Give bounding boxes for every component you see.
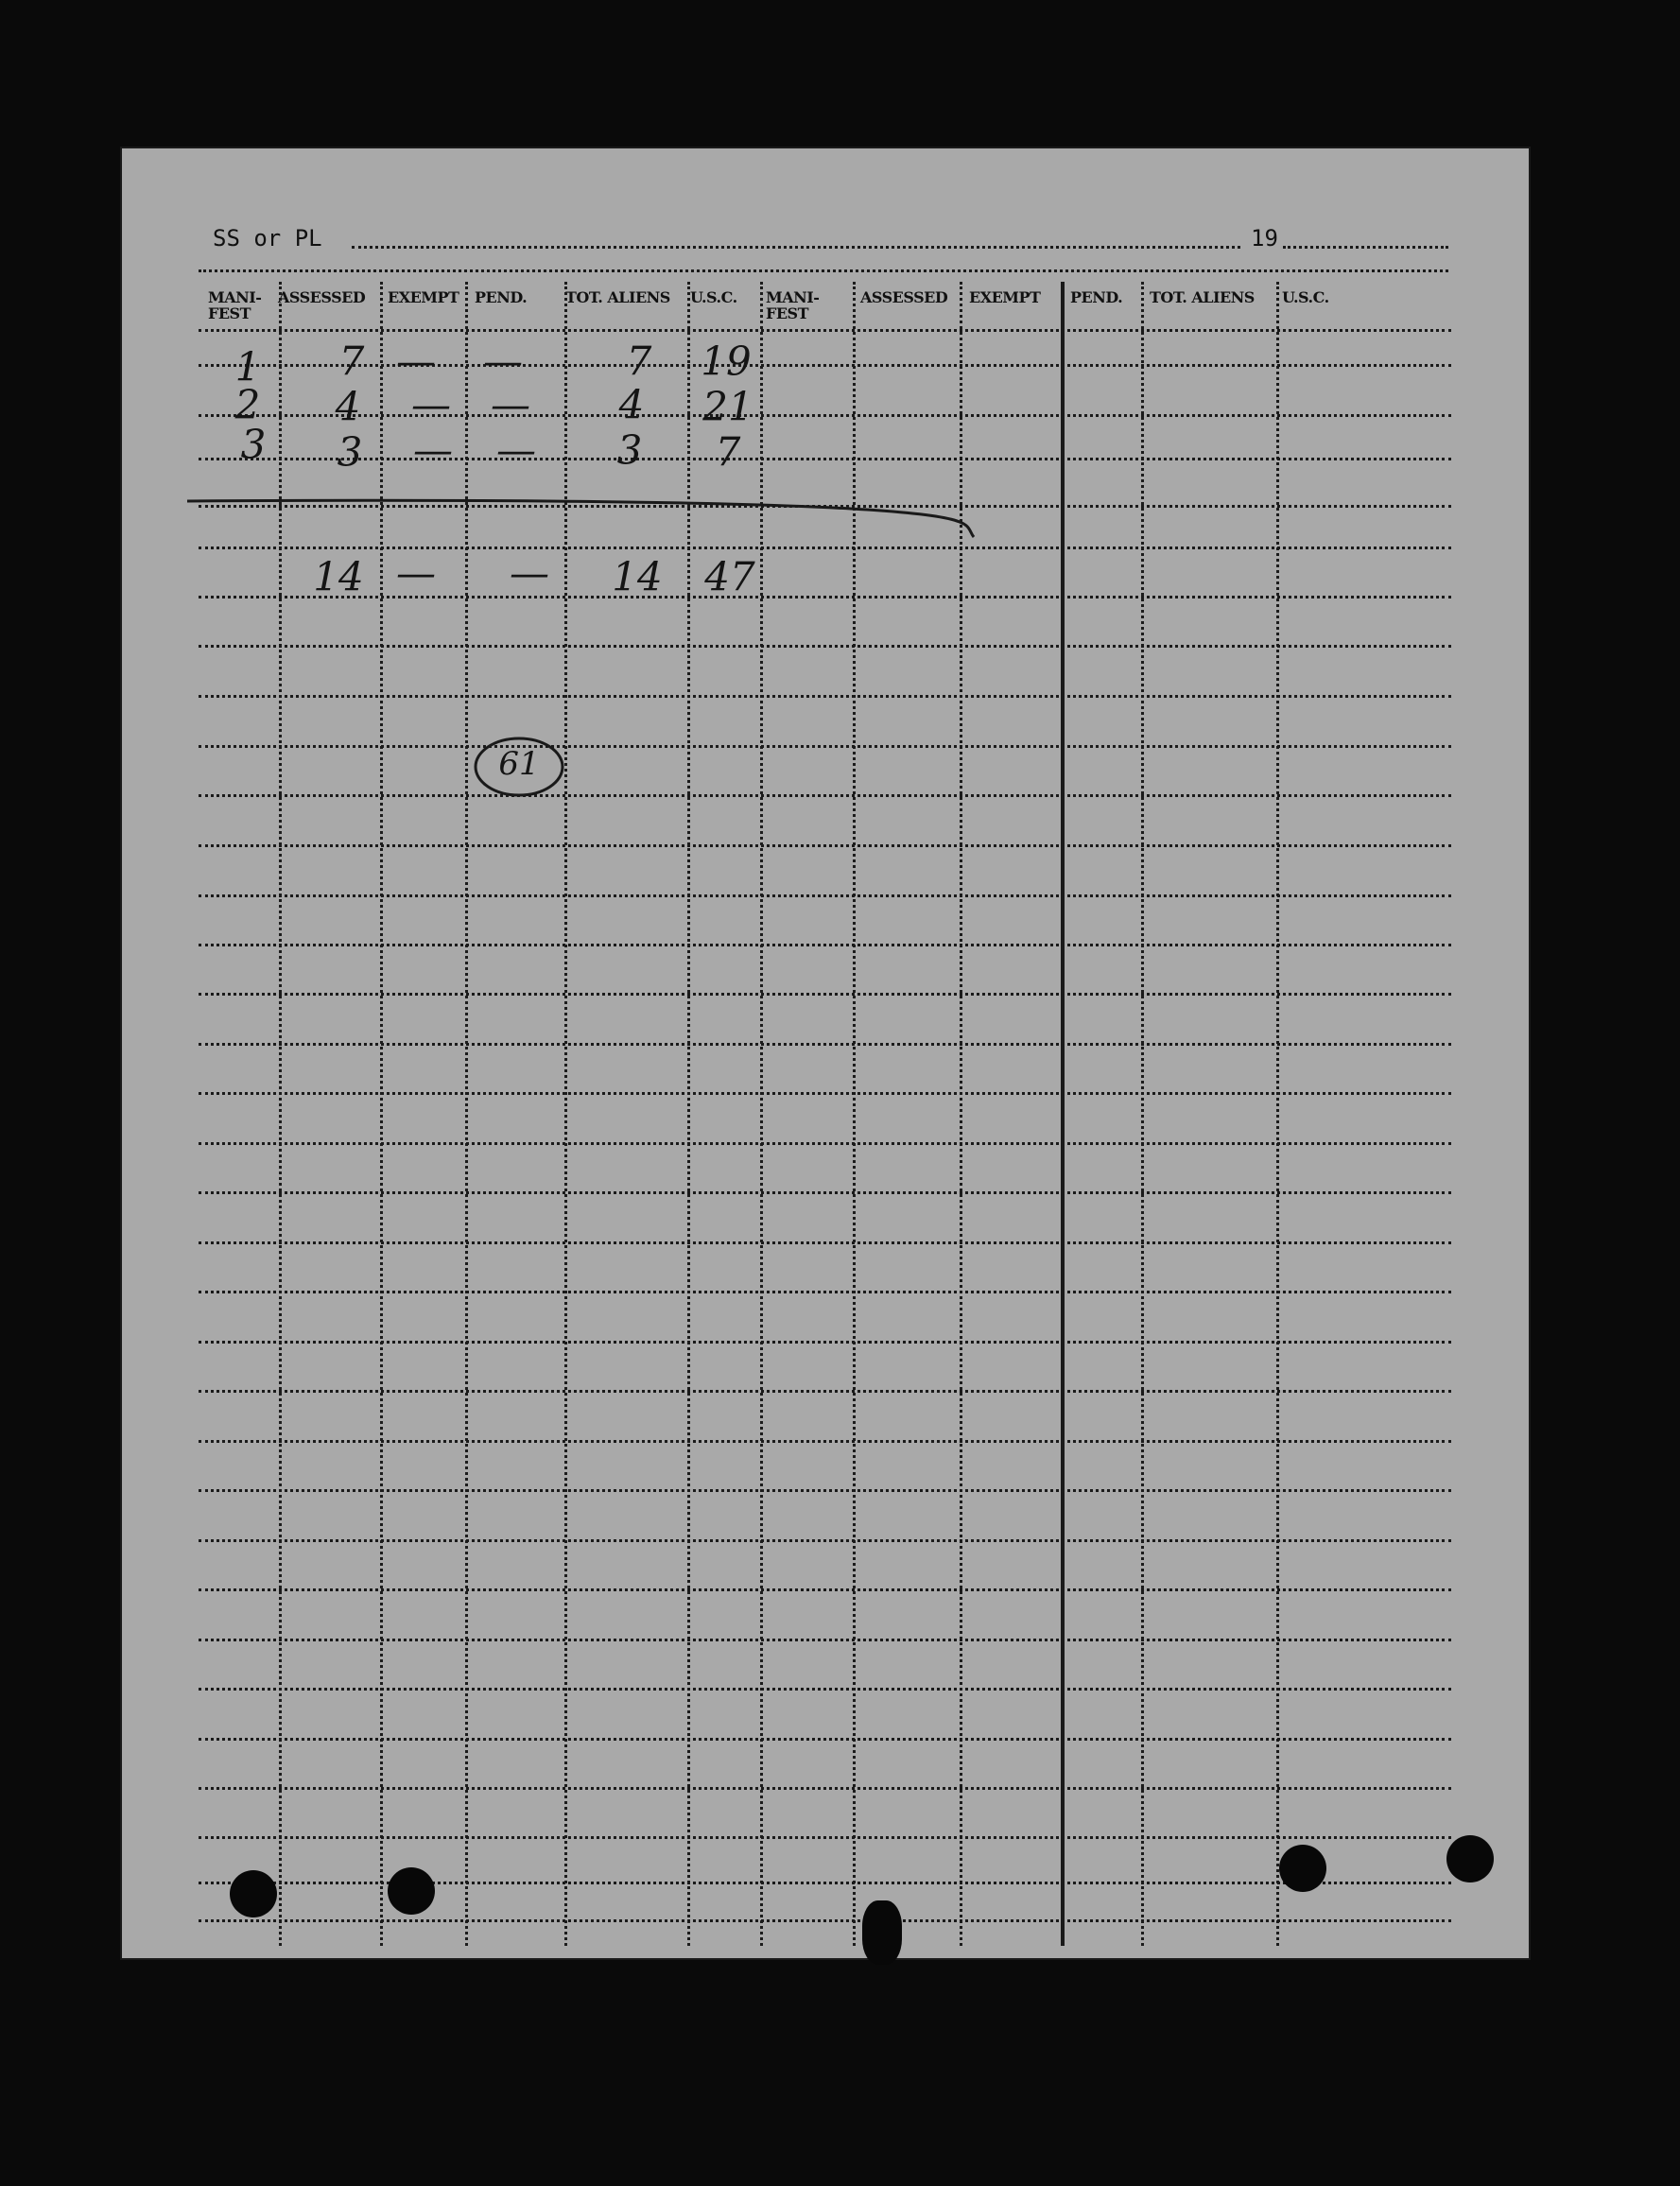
row3-pend: — xyxy=(496,426,536,474)
row2-exempt: — xyxy=(411,381,451,428)
col-head-pend-2: PEND. xyxy=(1070,288,1123,306)
total-usc: 47 xyxy=(704,553,755,600)
col-head-exempt-1: EXEMPT xyxy=(388,288,459,306)
col-head-usc-1: U.S.C. xyxy=(690,288,737,306)
row1-pend: — xyxy=(483,338,523,385)
row2-usc: 21 xyxy=(702,383,753,430)
punch-hole xyxy=(388,1867,435,1915)
row3-assessed: 3 xyxy=(337,428,363,476)
row2-pend: — xyxy=(491,381,530,428)
row3-tot-aliens: 3 xyxy=(616,426,643,474)
total-pend: — xyxy=(510,549,549,597)
row2-assessed: 4 xyxy=(335,383,361,430)
row1-assessed: 7 xyxy=(338,338,365,385)
row3-exempt: — xyxy=(413,426,453,474)
row1-tot-aliens: 7 xyxy=(626,338,652,385)
row1-exempt: — xyxy=(396,338,436,385)
year-prefix: 19 xyxy=(1251,225,1278,252)
col-head-manifest-2: MANI- FEST xyxy=(766,288,820,322)
ship-label: SS or PL xyxy=(213,225,322,252)
row3-manifest: 3 xyxy=(240,421,267,468)
row3-usc: 7 xyxy=(715,428,741,476)
circled-note: 61 xyxy=(498,745,540,783)
punch-hole xyxy=(862,1900,902,1965)
punch-hole xyxy=(1446,1835,1494,1882)
col-head-assessed-2: ASSESSED xyxy=(860,288,948,306)
row2-manifest: 2 xyxy=(234,381,261,428)
col-head-tot-aliens-1: TOT. ALIENS xyxy=(565,288,670,306)
total-exempt: — xyxy=(396,549,436,597)
row2-tot-aliens: 4 xyxy=(618,381,645,428)
col-head-assessed-1: ASSESSED xyxy=(278,288,366,306)
col-head-usc-2: U.S.C. xyxy=(1282,288,1329,306)
col-head-pend-1: PEND. xyxy=(475,288,528,306)
row1-manifest: 1 xyxy=(234,343,261,390)
col-head-tot-aliens-2: TOT. ALIENS xyxy=(1150,288,1255,306)
row1-usc: 19 xyxy=(701,338,752,385)
punch-hole xyxy=(230,1870,277,1917)
punch-hole xyxy=(1279,1845,1326,1892)
col-head-manifest-1: MANI- FEST xyxy=(208,288,262,322)
total-tot-aliens: 14 xyxy=(612,553,663,600)
col-head-exempt-2: EXEMPT xyxy=(969,288,1041,306)
total-assessed: 14 xyxy=(313,553,364,600)
